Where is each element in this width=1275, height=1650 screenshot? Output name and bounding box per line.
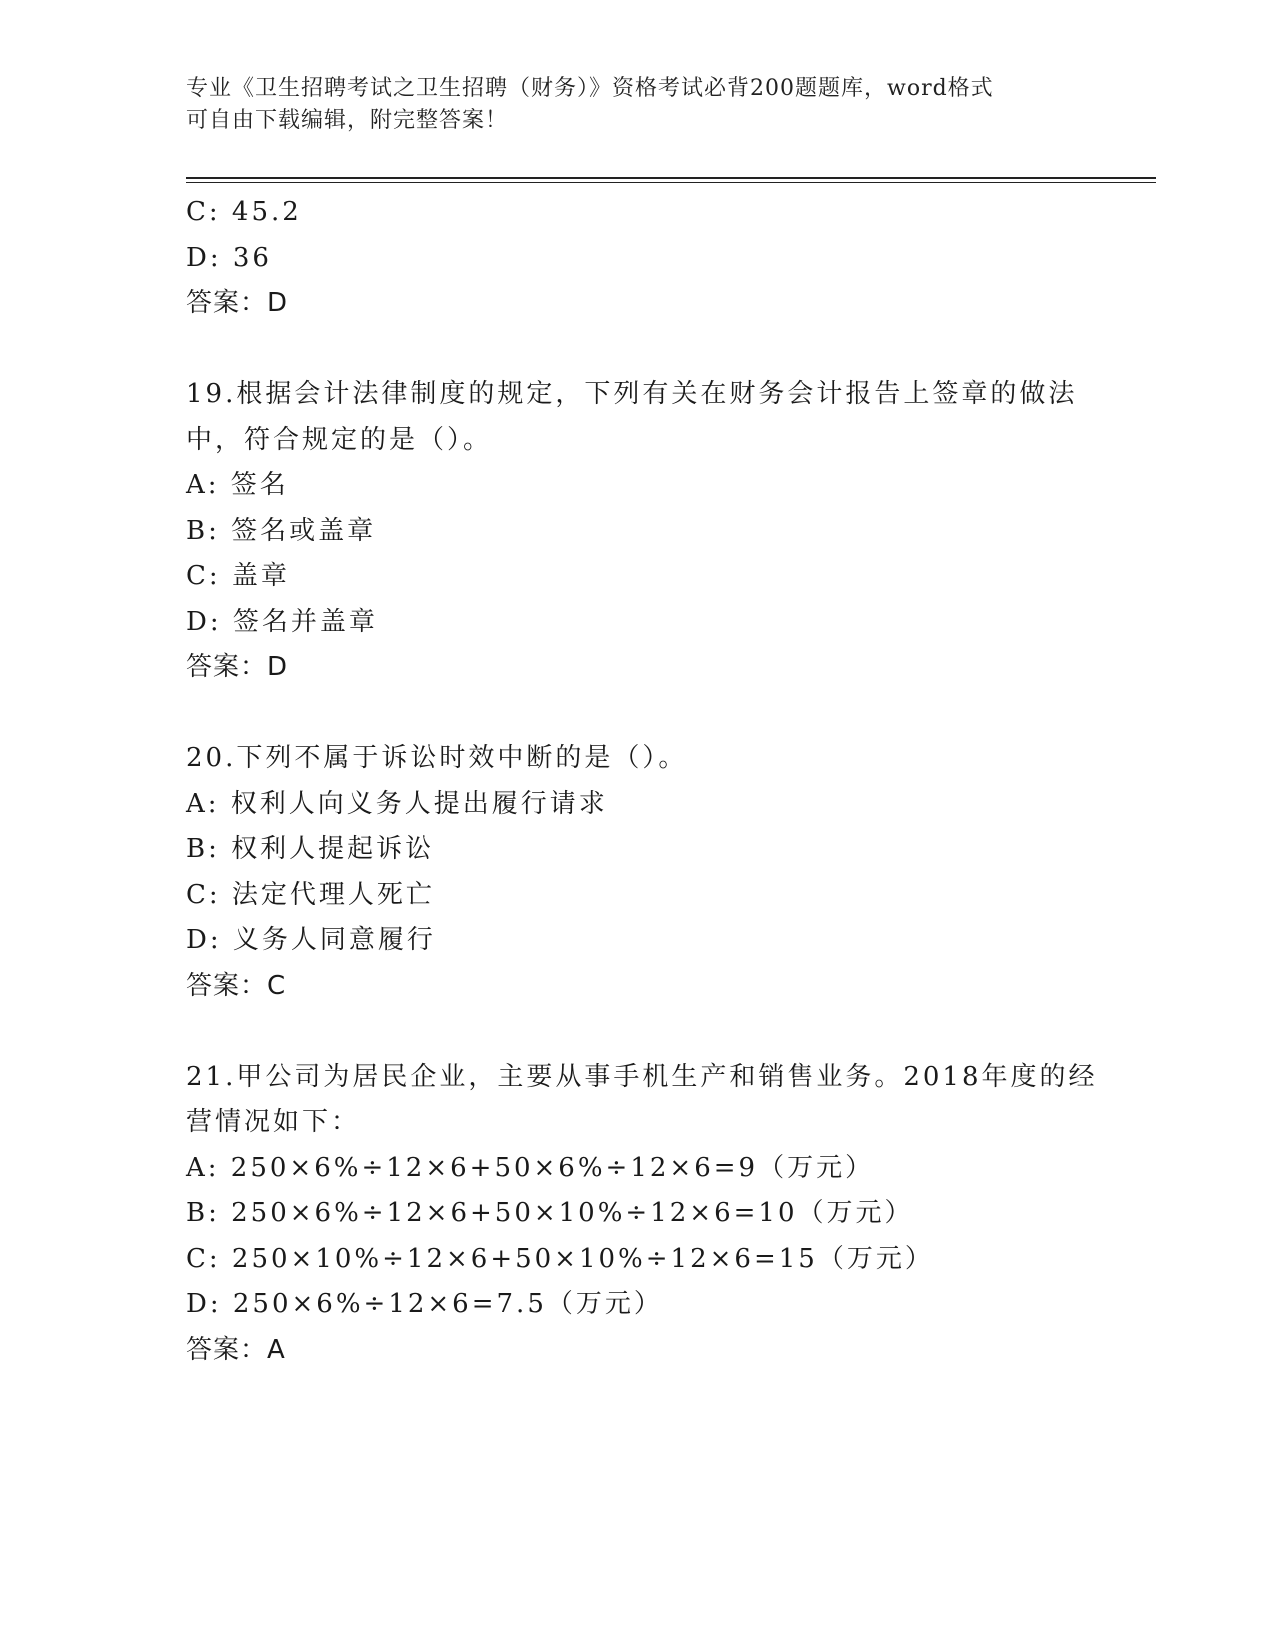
option-d: D: 签名并盖章 <box>186 606 378 637</box>
answer-line: 答案：A <box>186 1334 286 1365</box>
answer-line: 答案：C <box>186 970 287 1001</box>
question-20 <box>186 736 1086 1009</box>
option-b: B: 签名或盖章 <box>186 515 377 546</box>
option-b: B: 权利人提起诉讼 <box>186 834 435 864</box>
previous-question-tail <box>186 190 1086 327</box>
question-stem: 20.下列不属于诉讼时效中断的是（）。 <box>186 743 688 773</box>
option-d: D: 36 <box>186 242 272 273</box>
option-a: A: 签名 <box>186 470 289 500</box>
header-divider-thick <box>186 177 1156 179</box>
option-c: C: 法定代理人死亡 <box>186 879 435 910</box>
question-stem-continued: 中，符合规定的是（）。 <box>186 424 493 455</box>
header-title-line-2: 可自由下载编辑，附完整答案！ <box>186 108 509 133</box>
question-stem: 19.根据会计法律制度的规定，下列有关在财务会计报告上签章的做法 <box>186 379 1078 409</box>
document-header <box>186 73 1046 137</box>
spacer <box>186 327 1086 373</box>
option-c: C: 250×10%÷12×6+50×10%÷12×6=15（万元） <box>186 1243 934 1274</box>
question-content <box>186 190 1098 1373</box>
spacer <box>186 691 1086 737</box>
header-title-line-1: 专业《卫生招聘考试之卫生招聘（财务）》资格考试必背200题题库，word格式 <box>186 76 994 101</box>
option-b: B: 250×6%÷12×6+50×10%÷12×6=10（万元） <box>186 1198 914 1228</box>
option-c: C: 盖章 <box>186 561 290 591</box>
option-a: A: 250×6%÷12×6+50×6%÷12×6=9（万元） <box>186 1152 875 1183</box>
question-19 <box>186 372 1086 691</box>
question-21 <box>186 1055 1098 1374</box>
option-d: D: 250×6%÷12×6=7.5（万元） <box>186 1289 663 1319</box>
question-stem-continued: 营情况如下： <box>186 1107 361 1137</box>
header-divider-thin <box>186 182 1156 183</box>
answer-line: 答案：D <box>186 288 289 318</box>
question-stem: 21.甲公司为居民企业，主要从事手机生产和销售业务。2018年度的经 <box>186 1061 1098 1092</box>
option-c: C: 45.2 <box>186 197 302 227</box>
answer-line: 答案：D <box>186 652 289 682</box>
spacer <box>186 1009 1086 1055</box>
option-d: D: 义务人同意履行 <box>186 925 436 955</box>
option-a: A: 权利人向义务人提出履行请求 <box>186 788 608 819</box>
